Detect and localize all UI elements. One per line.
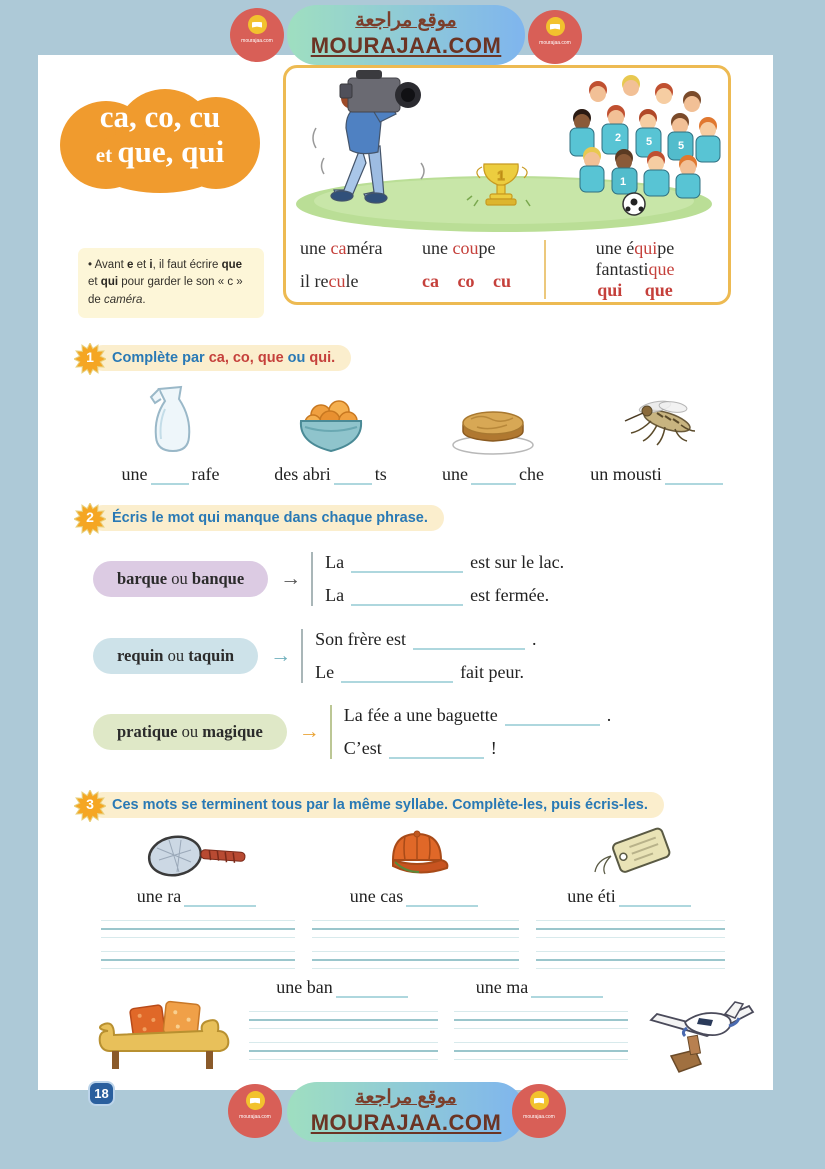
answer-blank (505, 710, 600, 726)
mosquito-image (615, 395, 701, 455)
writing-lines (536, 920, 725, 938)
item-apricots (248, 383, 413, 485)
answer-blank (184, 891, 256, 907)
exercise2-row-barque (93, 552, 564, 606)
exercise2-number-badge: 2 (74, 503, 106, 535)
exercise1-number-badge: 1 (74, 343, 106, 375)
item-label: un mousti (590, 464, 726, 485)
item-quiche (413, 383, 573, 485)
item-banquette (241, 977, 446, 1060)
book-icon (546, 17, 565, 36)
answer-blank (619, 891, 691, 907)
svg-text:2: 2 (615, 132, 622, 144)
sentence: C’est ! (343, 738, 497, 758)
exercise2-row-pratique (93, 705, 611, 759)
answer-blank (351, 557, 463, 573)
banner-arabic-link[interactable]: موقع مراجعة (355, 10, 457, 32)
svg-text:5: 5 (646, 136, 653, 148)
book-icon (248, 15, 267, 34)
carafe-image (145, 385, 197, 455)
answer-blank (341, 667, 453, 683)
mourajaa-logo-icon[interactable] (512, 1084, 566, 1138)
mourajaa-logo-icon[interactable] (528, 10, 582, 64)
book-icon (530, 1091, 549, 1110)
item-cap (303, 831, 528, 969)
example-camera: une caméra (300, 238, 383, 258)
answer-blank (389, 743, 484, 759)
tag-image (589, 822, 673, 878)
svg-text:5: 5 (678, 140, 685, 152)
item-maquette (446, 977, 636, 1060)
racket-image (143, 834, 253, 878)
exercise2-row-requin (93, 629, 537, 683)
mourajaa-logo-icon[interactable] (230, 8, 284, 62)
logo-caption: mourajaa.com (523, 1114, 555, 1120)
writing-lines (454, 1042, 629, 1060)
item-label: une che (442, 464, 544, 484)
exercise3-row1 (93, 831, 748, 969)
exercise1-items (93, 383, 743, 485)
page-number-badge: 18 (88, 1081, 115, 1106)
item-label: une ma (446, 977, 636, 998)
sentence: La fée a une baguette . (343, 705, 612, 725)
book-icon (246, 1091, 265, 1110)
writing-lines (101, 920, 294, 938)
logo-caption: mourajaa.com (241, 38, 273, 44)
writing-lines (101, 951, 294, 969)
item-label: une cas (350, 886, 481, 907)
cap-image (381, 826, 451, 878)
answer-blank (531, 982, 603, 998)
answer-blank (151, 469, 189, 485)
answer-blank (351, 590, 463, 606)
mourajaa-logo-icon[interactable] (228, 1084, 282, 1138)
footer-banner (0, 1080, 825, 1146)
exercise1-title: Complète par ca, co, que ou qui. (90, 345, 351, 371)
banner-site-link[interactable]: MOURAJAA.COM (310, 33, 502, 59)
exercise2-title: Écris le mot qui manque dans chaque phrase. (90, 505, 444, 531)
word-choice-pill: barque ou banque (93, 561, 268, 597)
logo-caption: mourajaa.com (539, 40, 571, 46)
video-camera (340, 70, 421, 112)
arrow-icon: → (298, 720, 320, 743)
example-syllables-right: qui que (597, 280, 673, 300)
example-syllables-left: ca co cu (422, 271, 511, 291)
writing-lines (312, 920, 519, 938)
logo-caption: mourajaa.com (239, 1114, 271, 1120)
answer-blank (665, 469, 723, 485)
exercise3-row2 (86, 977, 766, 1076)
svg-text:1: 1 (497, 168, 505, 183)
writing-lines (249, 1042, 438, 1060)
answer-blank (336, 982, 408, 998)
answer-blank (471, 469, 516, 485)
sentence: La est fermée. (325, 585, 550, 605)
lesson-title: ca, co, cu et que, qui (95, 99, 225, 169)
banner-site-link[interactable]: MOURAJAA.COM (310, 1110, 502, 1136)
item-label: une ban (241, 977, 446, 998)
answer-blank (406, 891, 478, 907)
item-tag (528, 831, 733, 969)
item-label: une ra (137, 886, 259, 907)
exercise3-title: Ces mots se terminent tous par la même syllabe. Complète-les, puis écris-les. (90, 792, 664, 818)
writing-lines (249, 1011, 438, 1029)
item-label: des abri ts (274, 464, 387, 484)
item-mosquito (573, 383, 743, 485)
item-carafe (93, 383, 248, 485)
team-photo-illustration (286, 68, 728, 236)
lesson-title-cloud (60, 83, 260, 201)
writing-lines (536, 951, 725, 969)
example-equipe: une équipe fantastique (595, 238, 675, 279)
rule-note: • Avant e et i, il faut écrire que et qui pour garder le son « c » de caméra. (78, 248, 264, 318)
arrow-icon: → (280, 567, 302, 590)
sentence: Le fait peur. (315, 662, 525, 682)
model-plane-image (641, 992, 761, 1076)
item-label: une rafe (121, 464, 220, 484)
example-box (283, 65, 731, 305)
footer-banner-pill (287, 1082, 525, 1142)
svg-text:1: 1 (620, 176, 627, 188)
item-label: une éti (567, 886, 693, 907)
example-words (286, 236, 728, 305)
writing-lines (454, 1011, 629, 1029)
example-coupe: une coupe (422, 238, 496, 258)
answer-blank (413, 634, 525, 650)
sentence: La est sur le lac. (325, 552, 565, 572)
apricots-bowl-image (295, 397, 367, 455)
header-banner (0, 3, 825, 69)
arrow-icon: → (270, 644, 292, 667)
exercise3-number-badge: 3 (74, 790, 106, 822)
word-choice-pill: pratique ou magique (93, 714, 287, 750)
writing-lines (312, 951, 519, 969)
item-racket (93, 831, 303, 969)
sentence: Son frère est . (315, 629, 537, 649)
word-choice-pill: requin ou taquin (93, 638, 258, 674)
quiche-image (451, 401, 535, 455)
answer-blank (334, 469, 372, 485)
header-banner-pill (287, 5, 525, 65)
divider (544, 240, 546, 299)
example-recule: il recule (300, 271, 359, 291)
bench-image (94, 995, 234, 1075)
banner-arabic-link[interactable]: موقع مراجعة (355, 1087, 457, 1109)
